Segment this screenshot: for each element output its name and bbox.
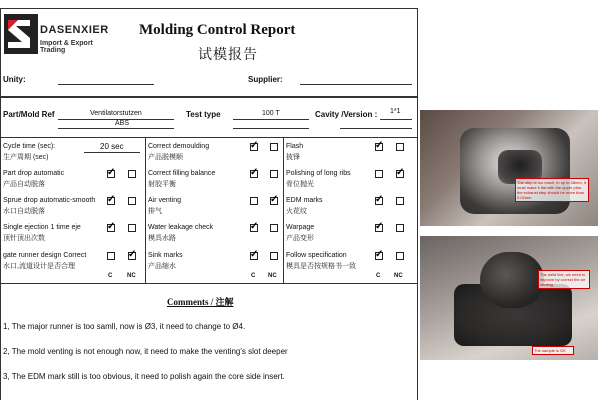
c-checkbox[interactable] (375, 224, 383, 232)
material-value: ABS (115, 120, 130, 127)
nc-checkbox[interactable] (270, 197, 278, 205)
checklist-item (286, 195, 323, 217)
sample-ok-annotation: The sample is OK (532, 346, 574, 355)
header-divider (0, 96, 418, 98)
item-label-zh: 产品缩水 (148, 263, 176, 270)
item-label-zh: 水口自动脱落 (3, 208, 45, 215)
company-tagline: Import & Export Trading (40, 40, 93, 54)
c-checkbox[interactable] (375, 170, 383, 178)
c-checkbox[interactable] (107, 170, 115, 178)
defect-annotation: The step is too much, in up to 08mm, it must make it flat with the upper plan, the exhaust step should be more than 0.02mm (515, 178, 589, 202)
item-label-zh: 模具是否按规格书一致 (286, 263, 356, 270)
item-label-zh: 模具水路 (148, 235, 176, 242)
checklist-item (286, 141, 303, 163)
nc-checkbox[interactable] (128, 224, 136, 232)
item-label: Air venting (148, 197, 182, 204)
c-checkbox[interactable] (375, 143, 383, 151)
checklist-item (148, 222, 213, 244)
c-checkbox[interactable] (250, 197, 258, 205)
cycle-time-label: Cycle time (sec): (3, 143, 56, 150)
checklist-item (3, 195, 95, 217)
checklist-bottom-border (0, 283, 418, 284)
item-label: Warpage (286, 224, 315, 231)
item-label-zh: 水口,流道设计是否合理 (3, 263, 75, 270)
nc-label: NC (127, 273, 136, 279)
test-type-field[interactable] (233, 119, 309, 120)
c-label: C (376, 273, 381, 279)
cavity-field-2[interactable] (340, 128, 412, 129)
material-field[interactable] (58, 128, 174, 129)
part-ref-value: Ventilatorstutzen (90, 110, 142, 117)
cavity-value: 1*1 (390, 108, 401, 115)
nc-checkbox[interactable] (396, 170, 404, 178)
checklist-item (3, 222, 81, 244)
nc-checkbox[interactable] (270, 224, 278, 232)
c-checkbox[interactable] (250, 170, 258, 178)
nc-label: NC (268, 273, 277, 279)
report-title-zh: 试模报告 (198, 46, 258, 62)
part-photo-top (420, 110, 598, 226)
c-checkbox[interactable] (375, 197, 383, 205)
comments-title: Comments / 注解 (167, 297, 234, 307)
item-label-zh: 产品脱模顺 (148, 154, 183, 161)
checklist-item (148, 168, 215, 190)
nc-checkbox[interactable] (270, 143, 278, 151)
item-label: Part drop automatic (3, 170, 65, 177)
checklist-item (286, 222, 314, 244)
report-title: Molding Control Report (139, 22, 296, 38)
item-label: Polishing of long ribs (286, 170, 351, 177)
nc-checkbox[interactable] (128, 252, 136, 260)
item-label: Sink marks (148, 252, 183, 259)
nc-checkbox[interactable] (396, 252, 404, 260)
checklist-item (3, 168, 64, 190)
unity-label: Unity: (3, 75, 26, 84)
c-checkbox[interactable] (375, 252, 383, 260)
c-checkbox[interactable] (250, 143, 258, 151)
part-cylinder (480, 252, 544, 308)
item-label: Single ejection 1 time eje (3, 224, 81, 231)
item-label: Flash (286, 143, 304, 150)
nc-checkbox[interactable] (270, 170, 278, 178)
c-checkbox[interactable] (107, 252, 115, 260)
cycle-time-field[interactable] (84, 152, 140, 153)
checklist-item (286, 168, 351, 190)
item-label-zh: 骨位抛光 (286, 181, 314, 188)
part-photo-bottom (420, 236, 598, 360)
item-label-zh: 披锋 (286, 154, 300, 161)
unity-field[interactable] (58, 84, 154, 85)
item-label: Correct filling balance (148, 170, 216, 177)
item-label: Sprue drop automatic-smooth (3, 197, 96, 204)
nc-checkbox[interactable] (270, 252, 278, 260)
test-type-label: Test type (186, 110, 221, 119)
nc-checkbox[interactable] (128, 197, 136, 205)
c-checkbox[interactable] (250, 224, 258, 232)
nc-checkbox[interactable] (396, 197, 404, 205)
cycle-time-item (3, 141, 55, 163)
cavity-label: Cavity /Version : (315, 110, 378, 119)
c-label: C (251, 273, 256, 279)
nc-checkbox[interactable] (396, 224, 404, 232)
column-divider-1 (145, 137, 146, 283)
c-checkbox[interactable] (107, 197, 115, 205)
nc-checkbox[interactable] (128, 170, 136, 178)
item-label-zh: 顶针顶出次数 (3, 235, 45, 242)
cycle-time-label-zh: 生产周期 (sec) (3, 154, 49, 161)
comment-item: 2, The mold venting is not enough now, it need to make the venting's slot deeper (3, 347, 288, 356)
item-label-zh: 射胶平衡 (148, 181, 176, 188)
company-name: DASENXIER (40, 24, 109, 36)
c-checkbox[interactable] (250, 252, 258, 260)
cavity-field[interactable] (380, 119, 412, 120)
item-label: EDM marks (286, 197, 323, 204)
nc-checkbox[interactable] (396, 143, 404, 151)
item-label: gate runner design Correct (3, 252, 87, 259)
comment-item: 1, The major runner is too samll, now is Ø3, it need to change to Ø4. (3, 322, 246, 331)
logo-mark-icon (4, 14, 38, 54)
weld-line-annotation: The weld line, we need to improve by correct the air venting (538, 270, 590, 289)
nc-label: NC (394, 273, 403, 279)
supplier-field[interactable] (300, 84, 412, 85)
item-label: Correct demoulding (148, 143, 210, 150)
item-label-zh: 产品变形 (286, 235, 314, 242)
item-label-zh: 排气 (148, 208, 162, 215)
c-label: C (108, 273, 113, 279)
part-ref-label: Part/Mold Ref (3, 110, 55, 119)
item-label: Follow specification (286, 252, 347, 259)
checklist-item (148, 250, 183, 272)
cycle-time-value: 20 sec (100, 142, 124, 151)
item-label: Water leakage check (148, 224, 214, 231)
c-checkbox[interactable] (107, 224, 115, 232)
test-type-field-2[interactable] (233, 128, 309, 129)
test-type-value: 100 T (262, 110, 280, 117)
company-logo (2, 12, 114, 58)
checklist-top-border (0, 137, 418, 138)
checklist-item (148, 195, 181, 217)
column-divider-2 (283, 137, 284, 283)
checklist-item (286, 250, 356, 272)
checklist-item (148, 141, 209, 163)
item-label-zh: 火花纹 (286, 208, 307, 215)
item-label-zh: 产品自动脱落 (3, 181, 45, 188)
supplier-label: Supplier: (248, 75, 283, 84)
comment-item: 3, The EDM mark still is too obvious, it need to polish again the core side insert. (3, 372, 285, 381)
checklist-item (3, 250, 86, 272)
